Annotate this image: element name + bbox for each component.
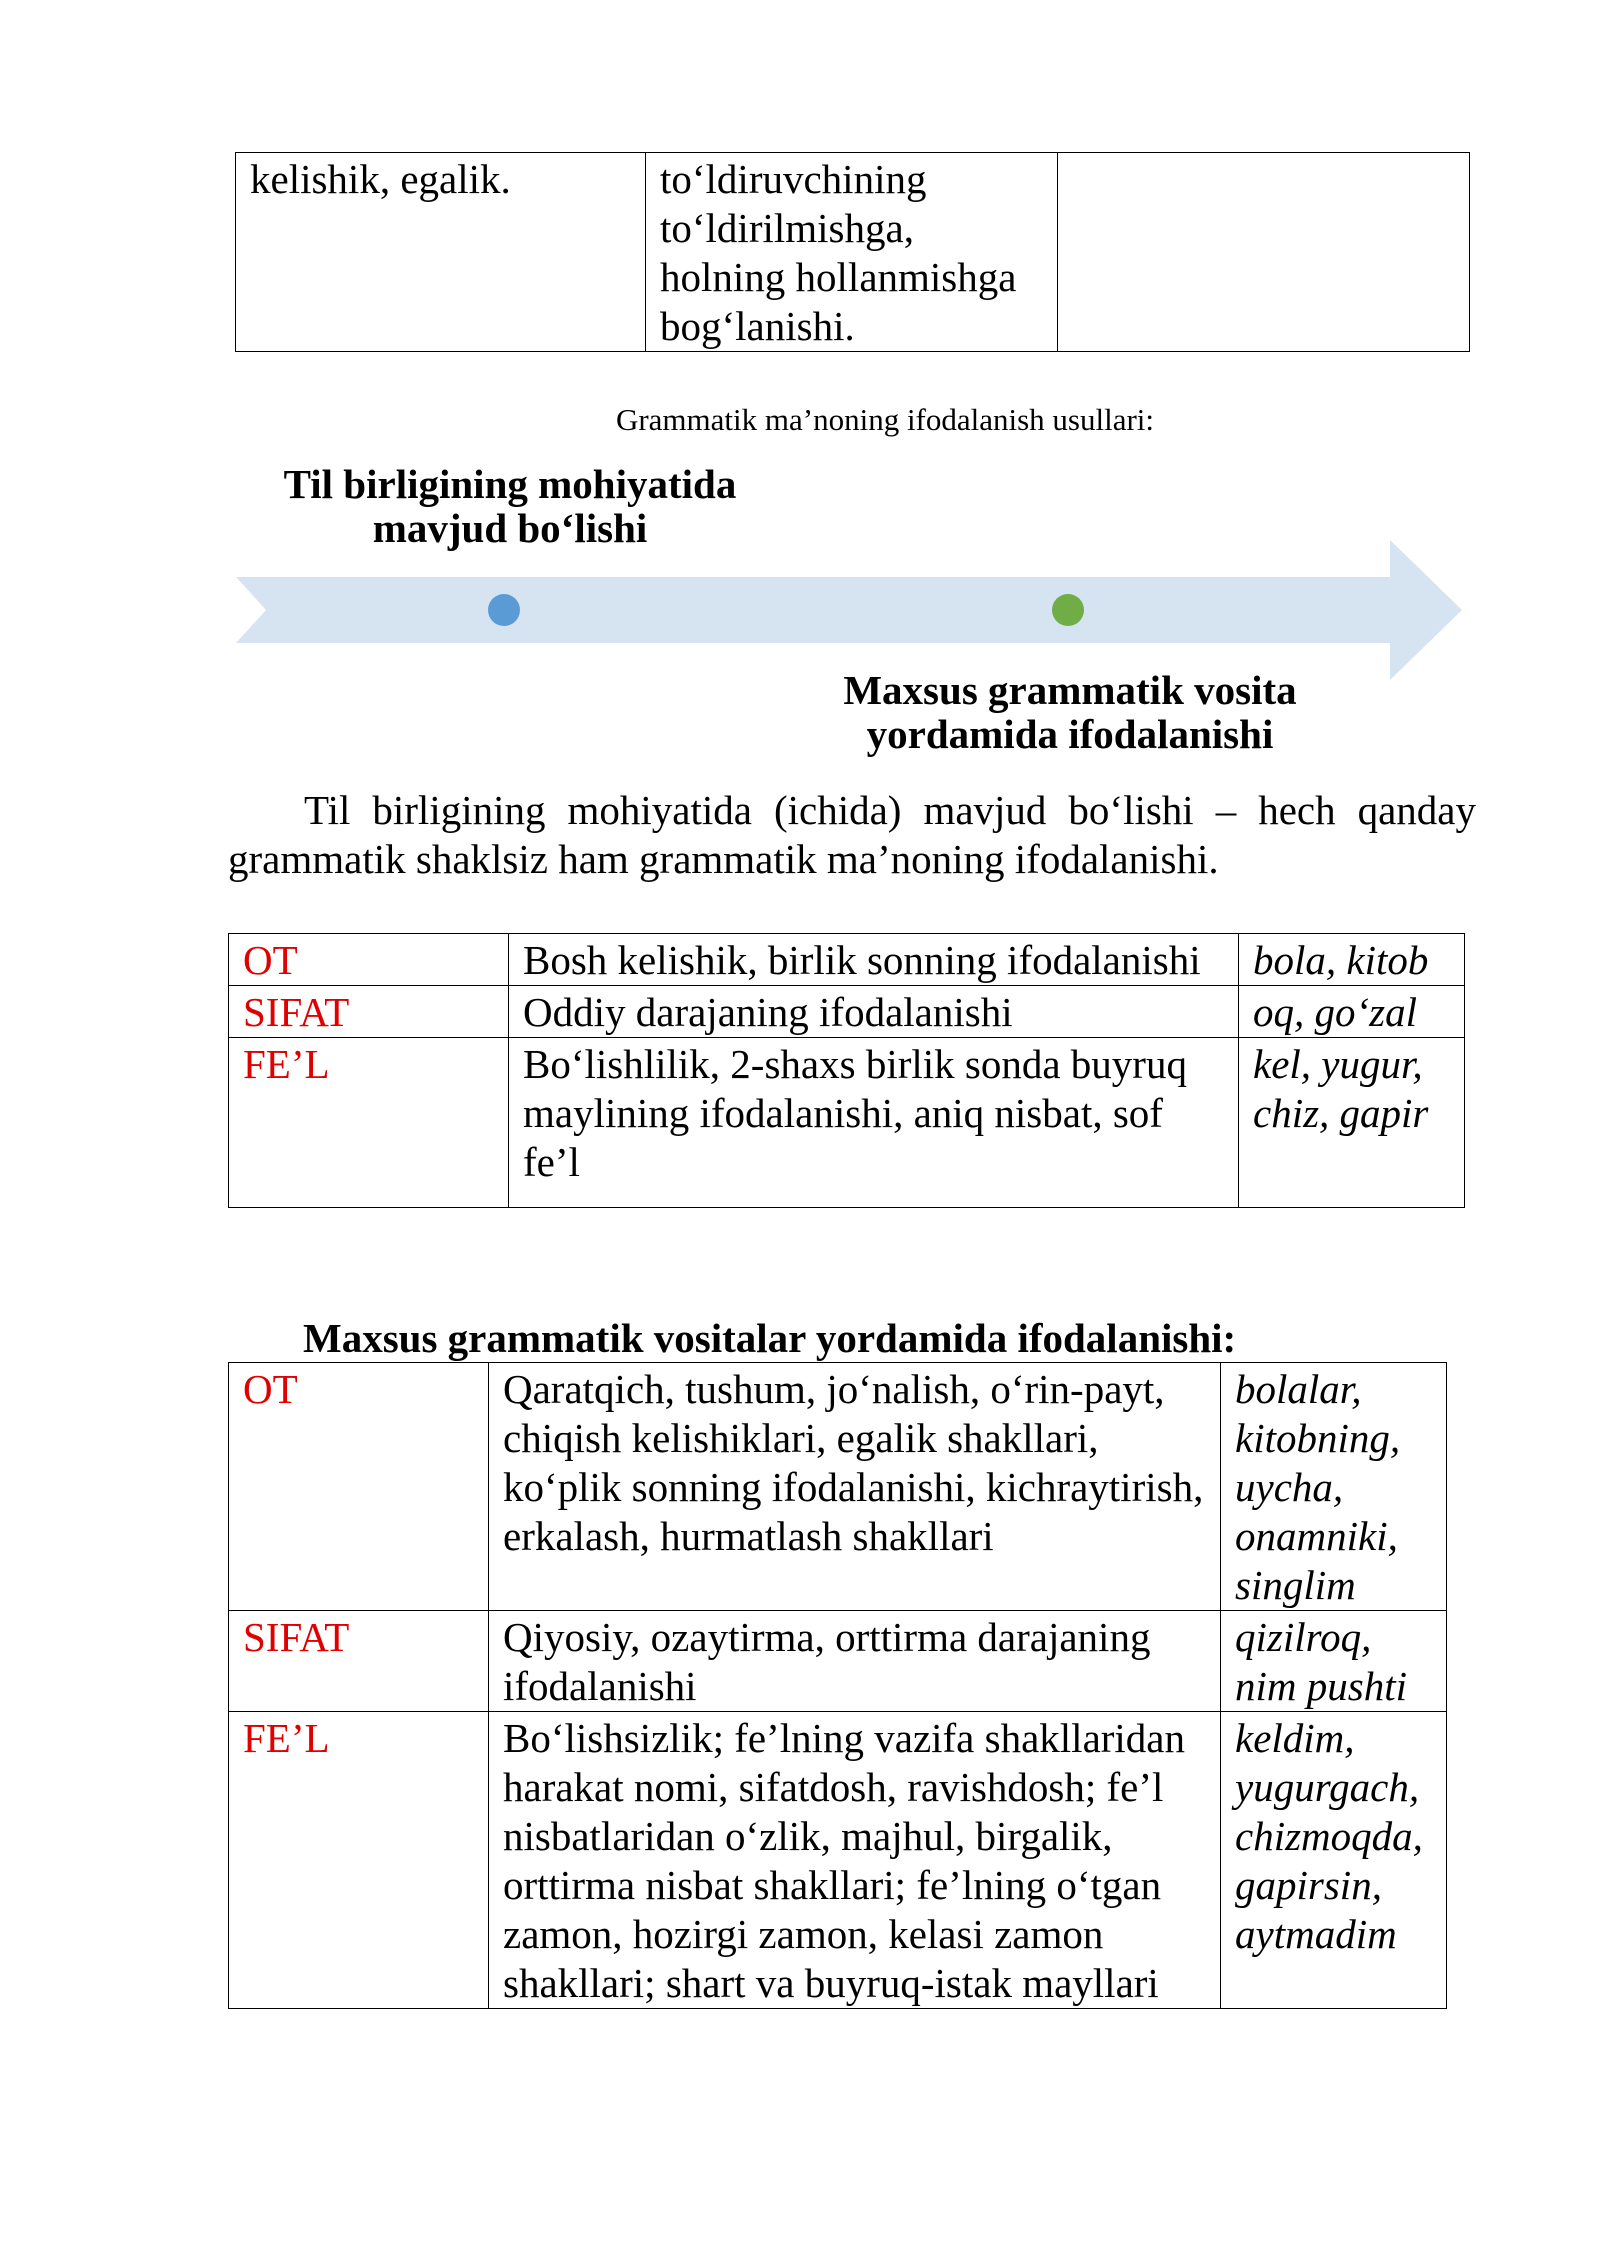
description-cell: Qiyosiy, ozaytirma, orttirma darajaning ifodalanishi [489, 1611, 1221, 1712]
arrow-shape [236, 540, 1462, 680]
table-row [229, 1363, 1447, 1611]
section-heading: Maxsus grammatik vositalar yordamida ifodalanishi: [303, 1315, 1237, 1361]
example-cell: keldim, yugurgach, chizmoqda, gapirsin, aytmadim [1221, 1712, 1447, 2009]
pos-cell: FE’L [229, 1038, 509, 1208]
example-cell: qizilroq, nim pushti [1221, 1611, 1447, 1712]
pos-cell: FE’L [229, 1712, 489, 2009]
table-cell: to‘ldiruvchining to‘ldirilmishga, holning hollanmishga bog‘lanishi. [646, 153, 1058, 352]
diagram-label-right: Maxsus grammatik vosita yordamida ifodalanishi [843, 667, 1297, 757]
table-row [229, 1038, 1465, 1208]
pos-cell: OT [229, 934, 509, 986]
description-cell: Bo‘lishlilik, 2-shaxs birlik sonda buyruq maylining ifodalanishi, aniq nisbat, sof fe’l [509, 1038, 1239, 1208]
table-row [229, 1611, 1447, 1712]
description-cell: Qaratqich, tushum, jo‘nalish, o‘rin-payt, chiqish kelishiklari, egalik shakllari, ko‘plik sonning ifodalanishi, kichraytirish, erkalash, hurmatlash shakllari [489, 1363, 1221, 1611]
pos-cell: SIFAT [229, 1611, 489, 1712]
intro-paragraph: Til birligining mohiyatida (ichida) mavjud bo‘lishi – hech qanday grammatik shaklsiz ham grammatik ma’noning ifodalanishi. [228, 787, 1476, 882]
diagram-label-left: Til birligining mohiyatida mavjud bo‘lishi [283, 461, 737, 551]
pos-cell: OT [229, 1363, 489, 1611]
timeline-arrow [230, 535, 1470, 685]
example-cell: bolalar, kitobning, uycha, onamniki, singlim [1221, 1363, 1447, 1611]
dot-left [488, 594, 520, 626]
example-cell: oq, go‘zal [1239, 986, 1465, 1038]
inherent-meaning-table [228, 933, 1465, 1208]
grammatical-means-table [228, 1362, 1447, 2009]
table-row [229, 986, 1465, 1038]
pos-cell: SIFAT [229, 986, 509, 1038]
example-cell: bola, kitob [1239, 934, 1465, 986]
table-cell [1058, 153, 1470, 352]
example-cell: kel, yugur, chiz, gapir [1239, 1038, 1465, 1208]
description-cell: Bo‘lishsizlik; fe’lning vazifa shakllaridan harakat nomi, sifatdosh, ravishdosh; fe’l nisbatlaridan o‘zlik, majhul, birgalik, orttirma nisbat shakllari; fe’lning o‘tgan zamon, hozirgi zamon, kelasi zamon shakllari; shart va buyruq-istak mayllari [489, 1712, 1221, 2009]
description-cell: Bosh kelishik, birlik sonning ifodalanishi [509, 934, 1239, 986]
table-row [236, 153, 1470, 352]
table-row [229, 934, 1465, 986]
diagram-caption: Grammatik ma’noning ifodalanish usullari: [615, 402, 1155, 437]
dot-right [1052, 594, 1084, 626]
description-cell: Oddiy darajaning ifodalanishi [509, 986, 1239, 1038]
table-row [229, 1712, 1447, 2009]
top-table [235, 152, 1470, 352]
table-cell: kelishik, egalik. [236, 153, 646, 352]
